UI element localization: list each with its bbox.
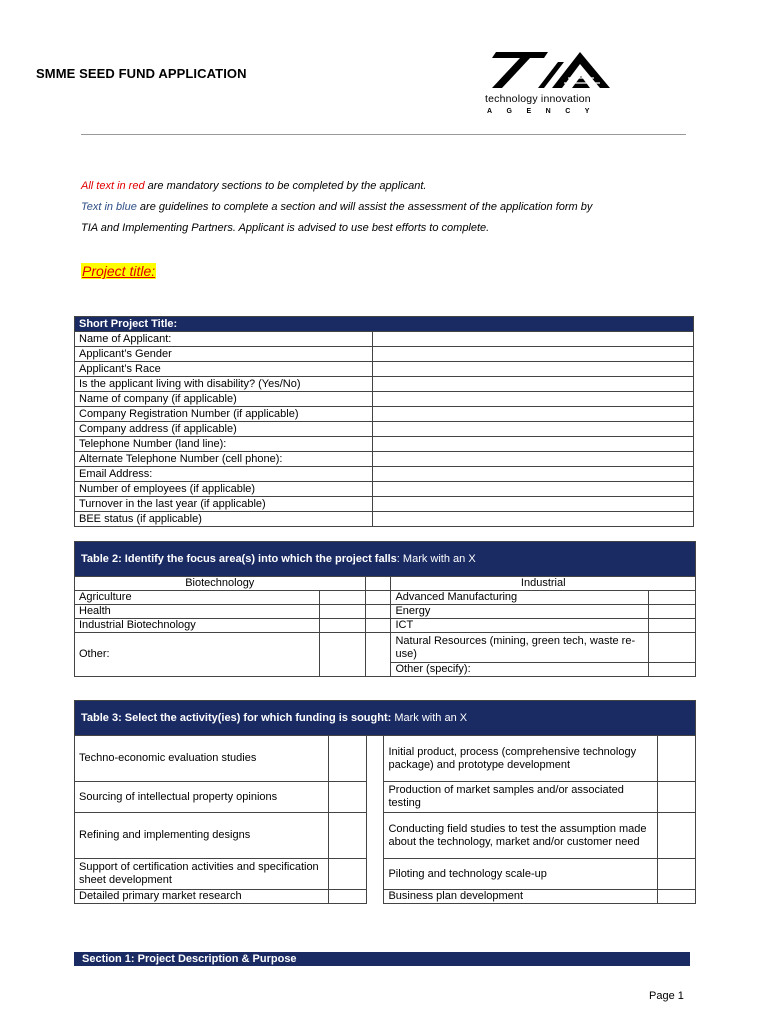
intro-line-1	[81, 176, 701, 197]
focus-option: Health	[75, 605, 320, 619]
market-samples-checkbox[interactable]	[658, 782, 696, 813]
project-title-label[interactable]: Project title:	[82, 263, 156, 279]
header-divider	[81, 134, 686, 135]
focus-option: ICT	[391, 619, 649, 633]
table1-label: Alternate Telephone Number (cell phone):	[75, 452, 373, 467]
table2-title: Table 2: Identify the focus area(s) into which the project falls	[81, 552, 397, 565]
table1-label: Company address (if applicable)	[75, 422, 373, 437]
turnover-field[interactable]	[373, 497, 694, 512]
table3-banner	[75, 701, 696, 736]
advanced-manufacturing-checkbox[interactable]	[649, 591, 696, 605]
other-biotech-checkbox[interactable]	[319, 633, 365, 677]
spacer-cell	[366, 813, 384, 859]
ict-checkbox[interactable]	[649, 619, 696, 633]
employees-field[interactable]	[373, 482, 694, 497]
disability-field[interactable]	[373, 377, 694, 392]
focus-option: Agriculture	[75, 591, 320, 605]
table1-label: BEE status (if applicable)	[75, 512, 373, 527]
bee-status-field[interactable]	[373, 512, 694, 527]
tia-logo	[482, 48, 622, 120]
table1-label: Company Registration Number (if applicable)	[75, 407, 373, 422]
table1-label: Telephone Number (land line):	[75, 437, 373, 452]
blue-text-lead: Text in blue	[81, 201, 137, 213]
red-text-lead: All text in red	[81, 180, 145, 192]
telephone-field[interactable]	[373, 437, 694, 452]
natural-resources-checkbox[interactable]	[649, 633, 696, 663]
activity-option: Detailed primary market research	[75, 890, 329, 904]
table1-label: Name of Applicant:	[75, 332, 373, 347]
applicant-name-field[interactable]	[373, 332, 694, 347]
cell-phone-field[interactable]	[373, 452, 694, 467]
page-number: Page 1	[649, 990, 684, 1002]
company-name-field[interactable]	[373, 392, 694, 407]
focus-option: Advanced Manufacturing	[391, 591, 649, 605]
table1-label: Turnover in the last year (if applicable)	[75, 497, 373, 512]
spacer-cell	[366, 782, 384, 813]
short-project-title-header: Short Project Title:	[75, 317, 694, 332]
activities-table	[74, 700, 696, 904]
company-address-field[interactable]	[373, 422, 694, 437]
market-research-checkbox[interactable]	[328, 890, 366, 904]
table3-instruction: Mark with an X	[391, 711, 468, 724]
activity-option: Production of market samples and/or associated testing	[384, 782, 658, 813]
focus-option: Other:	[75, 633, 320, 677]
table1-label: Applicant’s Gender	[75, 347, 373, 362]
focus-option: Industrial Biotechnology	[75, 619, 320, 633]
activity-option: Support of certification activities and specification sheet development	[75, 859, 329, 890]
activity-option: Initial product, process (comprehensive technology package) and prototype development	[384, 736, 658, 782]
registration-number-field[interactable]	[373, 407, 694, 422]
spacer-cell	[365, 577, 391, 591]
document-title: SMME SEED FUND APPLICATION	[36, 66, 247, 81]
focus-option: Energy	[391, 605, 649, 619]
spacer-cell	[365, 605, 391, 619]
spacer-cell	[365, 619, 391, 633]
blue-text-rest: are guidelines to complete a section and will assist the assessment of the application form by	[136, 201, 593, 213]
intro-line-3: TIA and Implementing Partners. Applicant is advised to use best efforts to complete.	[81, 222, 490, 234]
industrial-biotech-checkbox[interactable]	[319, 619, 365, 633]
table3-title: Table 3: Select the activity(ies) for which funding is sought:	[81, 711, 392, 724]
logo-tagline: technology innovation	[485, 93, 591, 105]
table2-banner	[75, 542, 696, 577]
activity-option: Conducting field studies to test the assumption made about the technology, market and/or customer need	[384, 813, 658, 859]
other-industrial-checkbox[interactable]	[649, 663, 696, 677]
red-text-rest: are mandatory sections to be completed by the applicant.	[144, 180, 427, 192]
col-biotechnology: Biotechnology	[75, 577, 366, 591]
activity-option: Sourcing of intellectual property opinions	[75, 782, 329, 813]
ip-opinions-checkbox[interactable]	[328, 782, 366, 813]
table1-label: Number of employees (if applicable)	[75, 482, 373, 497]
tia-logo-mark-icon	[482, 48, 622, 92]
techno-economic-checkbox[interactable]	[328, 736, 366, 782]
prototype-development-checkbox[interactable]	[658, 736, 696, 782]
spacer-cell	[366, 890, 384, 904]
field-studies-checkbox[interactable]	[658, 813, 696, 859]
spacer-cell	[366, 859, 384, 890]
col-industrial: Industrial	[391, 577, 696, 591]
email-field[interactable]	[373, 467, 694, 482]
gender-field[interactable]	[373, 347, 694, 362]
business-plan-checkbox[interactable]	[658, 890, 696, 904]
race-field[interactable]	[373, 362, 694, 377]
table1-label: Is the applicant living with disability? (Yes/No)	[75, 377, 373, 392]
table1-label: Name of company (if applicable)	[75, 392, 373, 407]
table2-instruction: : Mark with an X	[396, 552, 476, 565]
health-checkbox[interactable]	[319, 605, 365, 619]
spacer-cell	[366, 736, 384, 782]
spacer-cell	[365, 633, 391, 677]
certification-checkbox[interactable]	[328, 859, 366, 890]
applicant-details-table	[74, 316, 694, 527]
activity-option: Piloting and technology scale-up	[384, 859, 658, 890]
intro-line-2	[81, 197, 701, 218]
table1-label: Applicant’s Race	[75, 362, 373, 377]
table1-label: Email Address:	[75, 467, 373, 482]
logo-agency: AGENCY	[487, 108, 604, 115]
refining-designs-checkbox[interactable]	[328, 813, 366, 859]
section1-header: Section 1: Project Description & Purpose	[74, 952, 690, 966]
focus-option: Natural Resources (mining, green tech, waste re-use)	[391, 633, 649, 663]
agriculture-checkbox[interactable]	[319, 591, 365, 605]
focus-option: Other (specify):	[391, 663, 649, 677]
piloting-checkbox[interactable]	[658, 859, 696, 890]
activity-option: Refining and implementing designs	[75, 813, 329, 859]
activity-option: Business plan development	[384, 890, 658, 904]
energy-checkbox[interactable]	[649, 605, 696, 619]
spacer-cell	[365, 591, 391, 605]
focus-area-table	[74, 541, 696, 677]
activity-option: Techno-economic evaluation studies	[75, 736, 329, 782]
